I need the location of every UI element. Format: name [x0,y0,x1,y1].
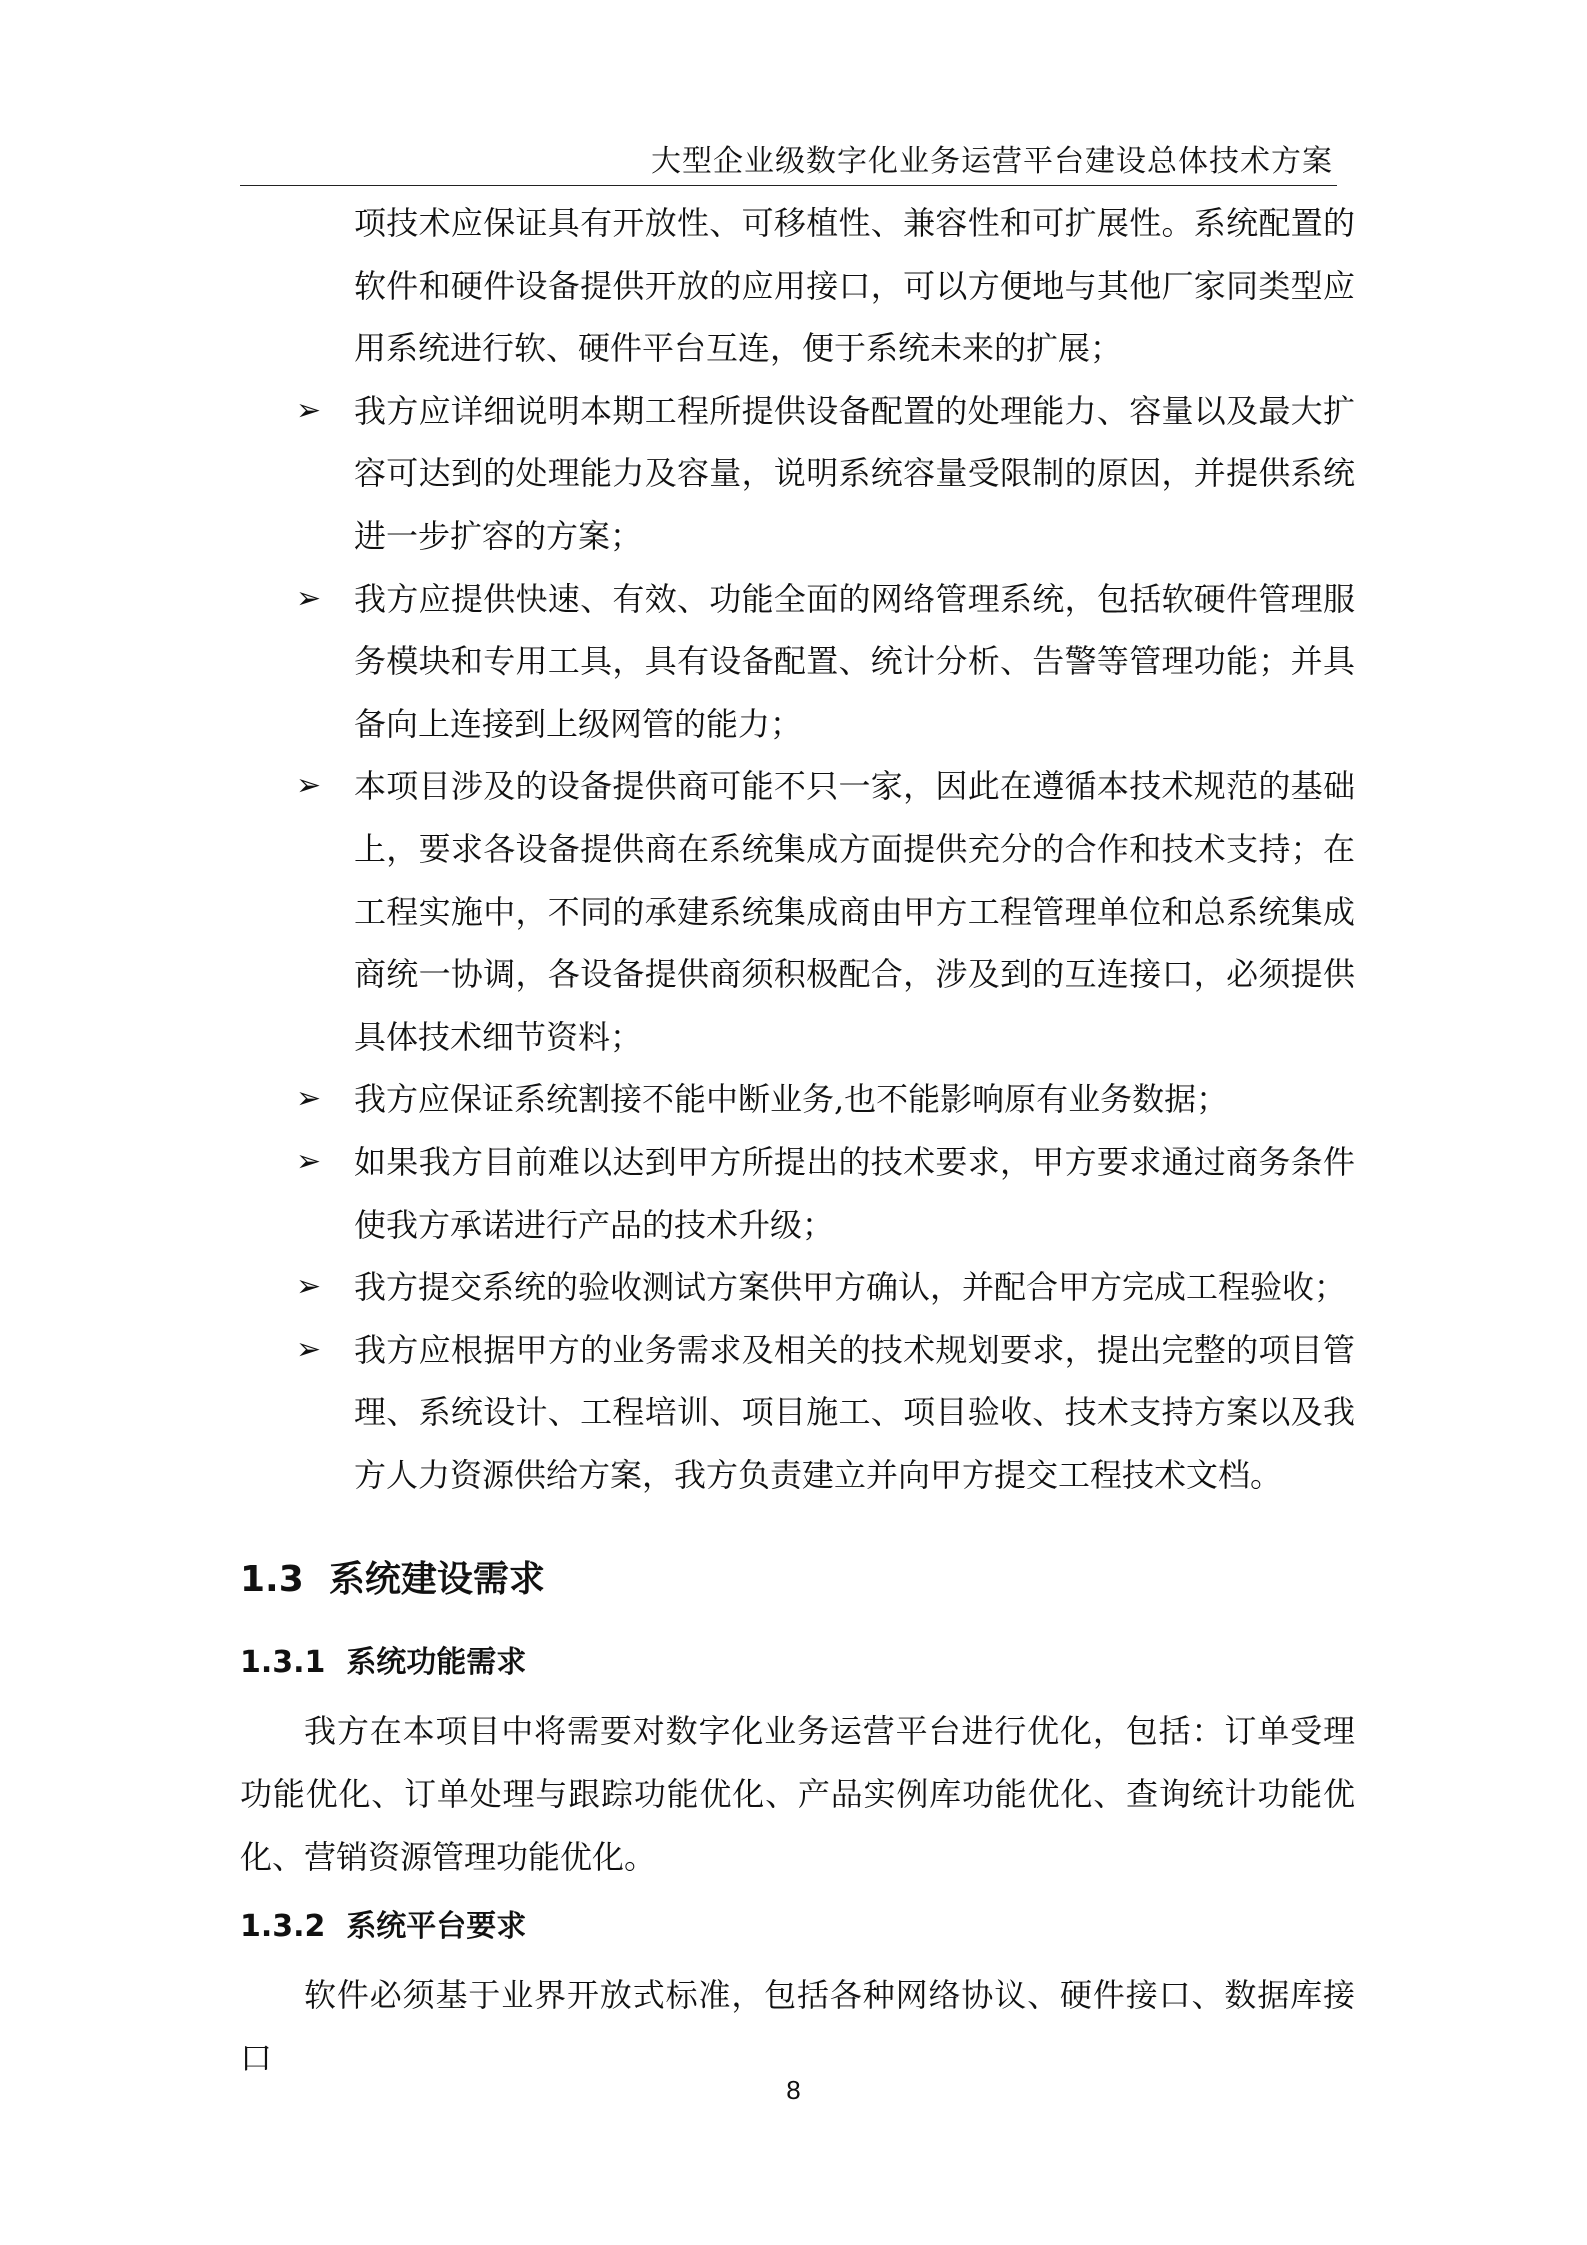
list-item [240,1319,1355,1507]
arrow-bullet-icon: ➢ [296,768,322,804]
list-item-text: 如果我方目前难以达到甲方所提出的技术要求，甲方要求通过商务条件使我方承诺进行产品的技术升级； [354,1142,1355,1244]
arrow-bullet-icon: ➢ [296,1331,322,1367]
running-header: 大型企业级数字化业务运营平台建设总体技术方案 [651,144,1333,179]
arrow-bullet-icon: ➢ [296,392,322,428]
page-body [240,192,1355,2089]
list-item [240,568,1355,756]
arrow-bullet-icon: ➢ [296,580,322,616]
section-number: 1.3 [240,1559,304,1601]
list-item-text: 我方提交系统的验收测试方案供甲方确认，并配合甲方完成工程验收； [354,1268,1347,1307]
list-item-text: 我方应详细说明本期工程所提供设备配置的处理能力、容量以及最大扩容可达到的处理能力及容量，说明系统容量受限制的原因，并提供系统进一步扩容的方案； [354,391,1355,555]
page-number: 8 [786,2075,801,2105]
arrow-bullet-icon: ➢ [296,1269,322,1305]
continuation-paragraph: 项技术应保证具有开放性、可移植性、兼容性和可扩展性。系统配置的软件和硬件设备提供开放的应用接口，可以方便地与其他厂家同类型应用系统进行软、硬件平台互连，便于系统未来的扩展； [354,204,1355,368]
subsection-number: 1.3.1 [240,1645,326,1681]
subsection-number: 1.3.2 [240,1909,326,1945]
body-paragraph: 我方在本项目中将需要对数字化业务运营平台进行优化，包括：订单受理功能优化、订单处理与跟踪功能优化、产品实例库功能优化、查询统计功能优化、营销资源管理功能优化。 [240,1712,1355,1876]
list-item-text: 我方应根据甲方的业务需求及相关的技术规划要求，提出完整的项目管理、系统设计、工程培训、项目施工、项目验收、技术支持方案以及我方人力资源供给方案，我方负责建立并向甲方提交工程技术文档。 [354,1330,1355,1494]
arrow-bullet-icon: ➢ [296,1143,322,1179]
subsection-heading [240,1645,1355,1681]
subsection-title: 系统平台要求 [346,1909,527,1945]
list-item [240,755,1355,1068]
header-rule [240,185,1337,186]
list-item [240,1256,1355,1319]
section-title: 系统建设需求 [328,1559,545,1601]
arrow-bullet-icon: ➢ [296,1081,322,1117]
subsection-title: 系统功能需求 [346,1645,527,1681]
list-item-text: 我方应保证系统割接不能中断业务,也不能影响原有业务数据； [354,1080,1229,1119]
list-item [240,1131,1355,1256]
body-paragraph: 软件必须基于业界开放式标准，包括各种网络协议、硬件接口、数据库接口 [240,1976,1355,2077]
subsection-heading [240,1909,1355,1945]
section-heading [240,1559,1355,1601]
bullet-list [240,380,1355,1507]
list-item [240,380,1355,568]
list-item-text: 本项目涉及的设备提供商可能不只一家，因此在遵循本技术规范的基础上，要求各设备提供商在系统集成方面提供充分的合作和技术支持；在工程实施中，不同的承建系统集成商由甲方工程管理单位和总系统集成商统一协调，各设备提供商须积极配合，涉及到的互连接口，必须提供具体技术细节资料； [354,767,1355,1056]
list-item-text: 我方应提供快速、有效、功能全面的网络管理系统，包括软硬件管理服务模块和专用工具，具有设备配置、统计分析、告警等管理功能；并具备向上连接到上级网管的能力； [354,579,1355,743]
list-item [240,1068,1355,1131]
